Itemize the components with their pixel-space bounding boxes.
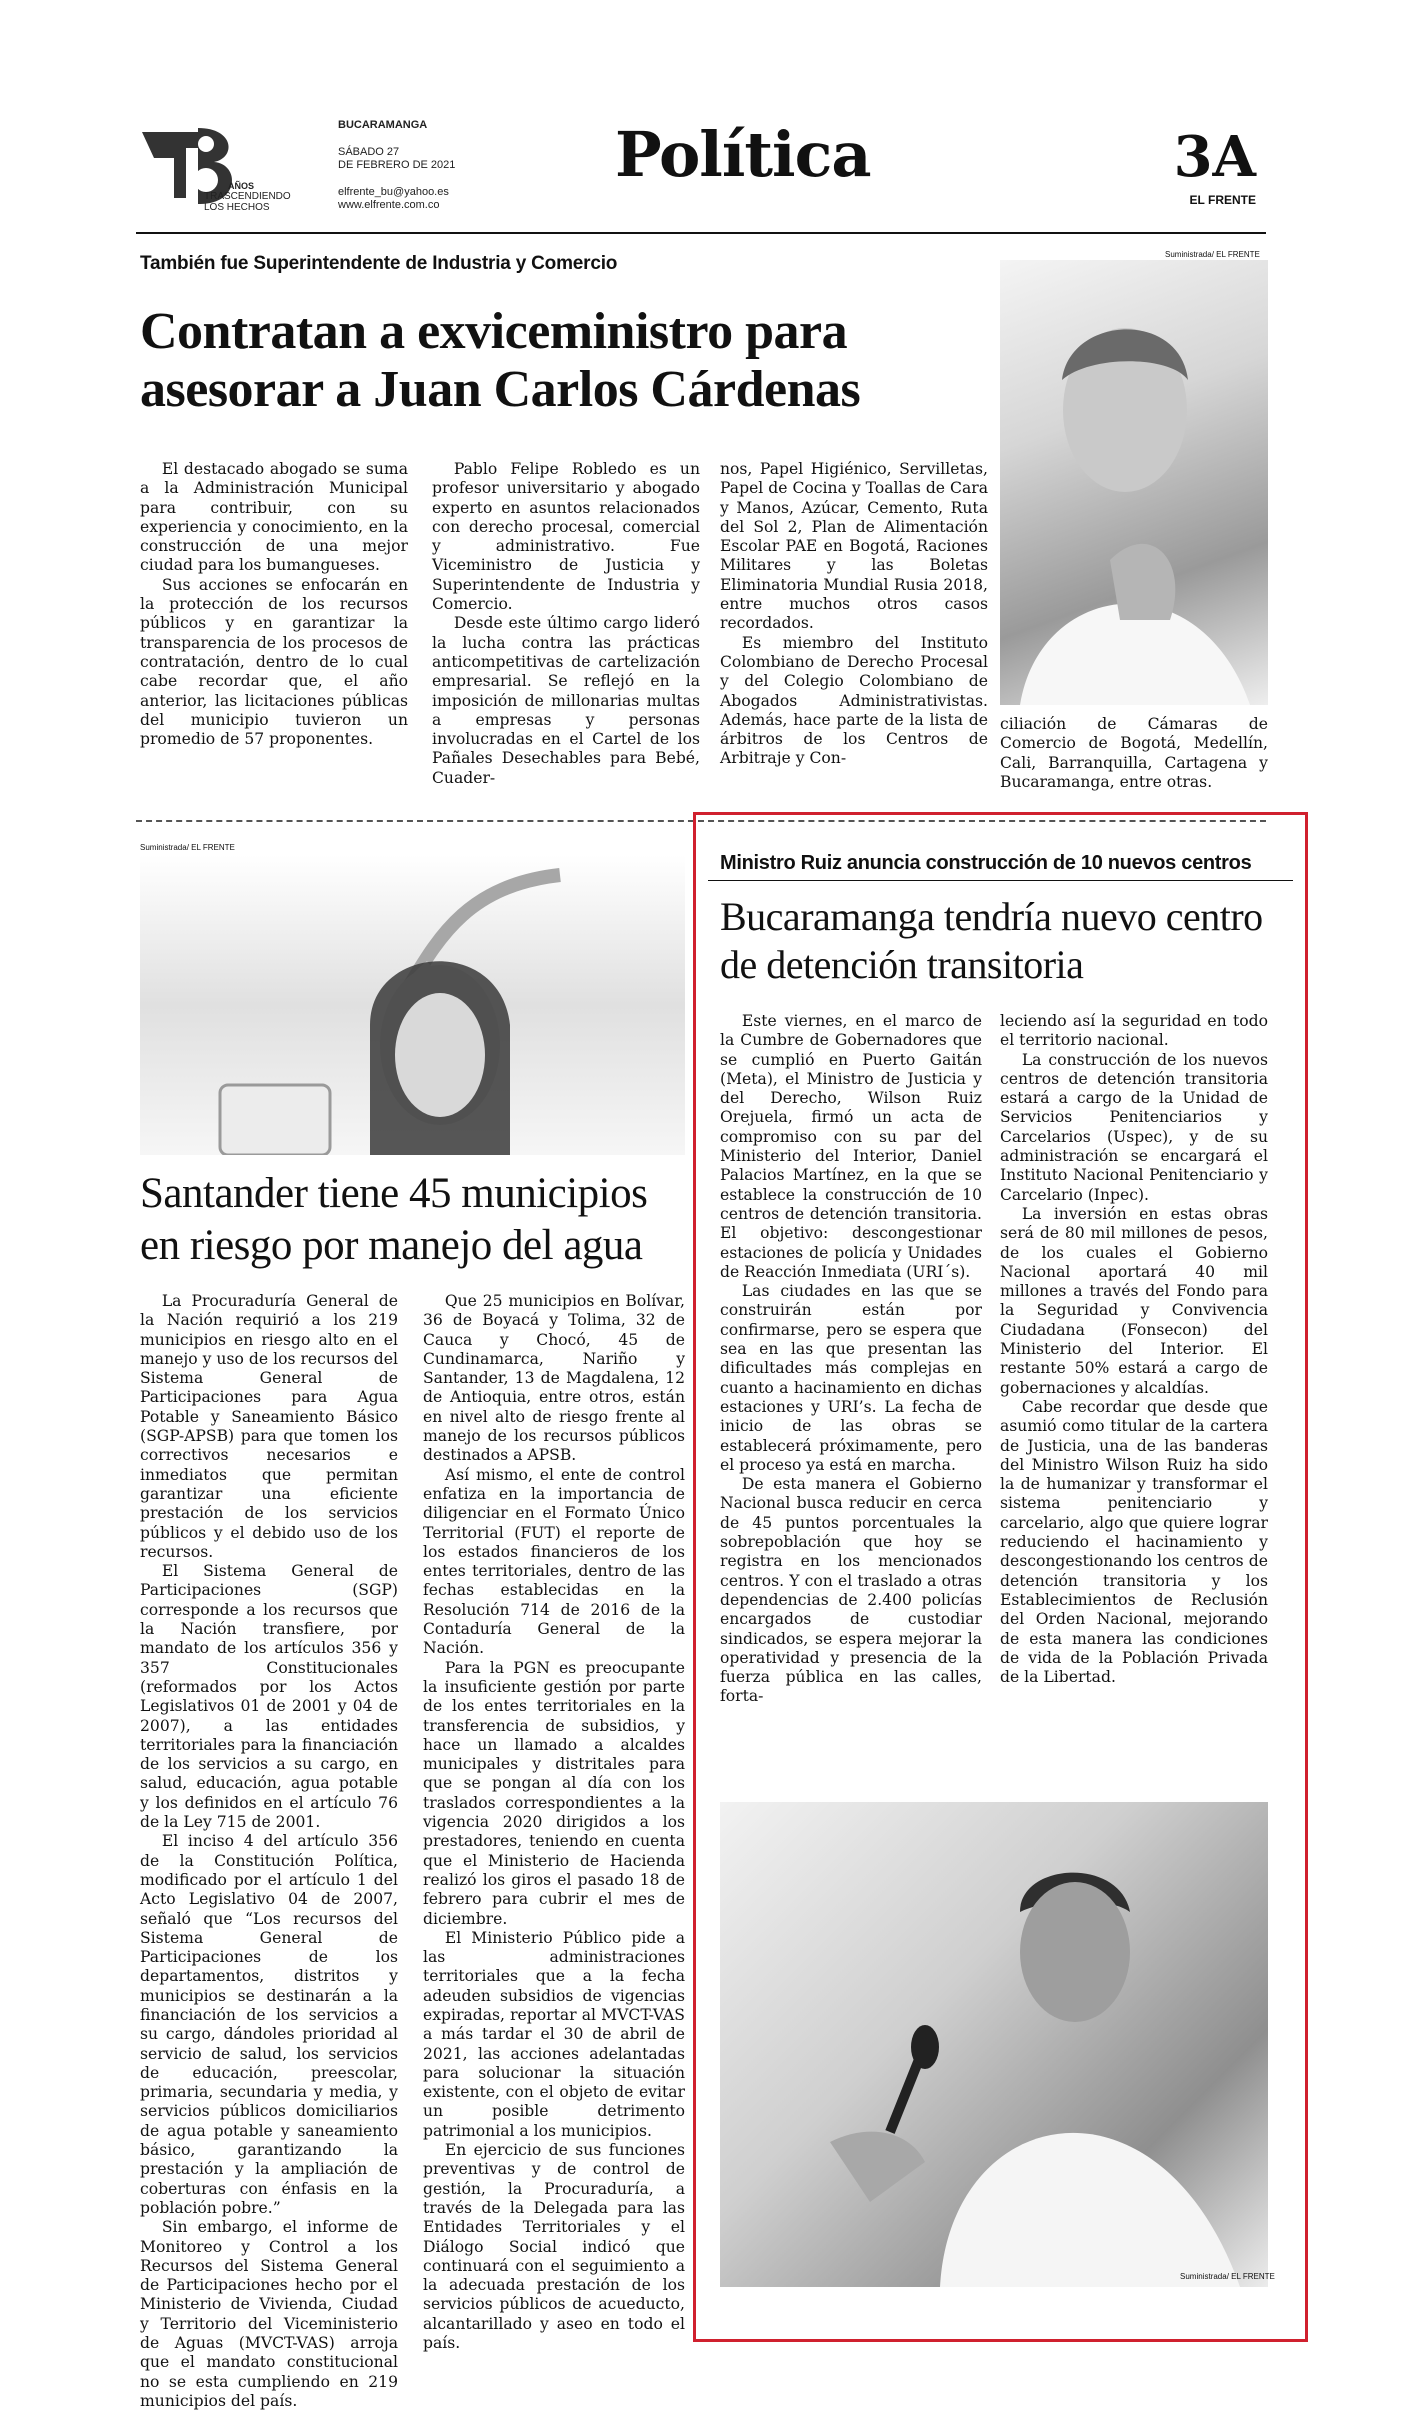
article3-photo-credit: Suministrada/ EL FRENTE <box>1180 2272 1275 2281</box>
article1-col4 <box>1000 715 1268 792</box>
logo-slogan: TRASCENDIENDO LOS HECHOS <box>204 191 291 213</box>
article3-photo <box>720 1802 1268 2287</box>
paragraph: Este viernes, en el marco de la Cumbre de Gobernadores que se cumplió en Puerto Gaitán (Meta), el Ministro de Justicia y del Derecho, Wilson Ruiz Orejuela, firmó un acta de compromiso con su par del Ministerio del Interior, Daniel Palacios Martínez, en la que se establece la construcción de 10 centros de detención transitoria. El objetivo: descongestionar estaciones de policía y Unidades de Reacción Inmediata (URI´s). <box>720 1012 982 1281</box>
paragraph: ciliación de Cámaras de Comercio de Bogotá, Medellín, Cali, Barranquilla, Cartagena y Bucaramanga, entre otras. <box>1000 715 1268 791</box>
article2-col2 <box>423 1292 685 2353</box>
article2-col1 <box>140 1292 398 2411</box>
paragraph: El Sistema General de Participaciones (SGP) corresponde a los recursos que la Nación transfiere, por mandato de los artículos 356 y 357 Constitucionales (reformados por los Actos Legislativos 01 de 2001 y 04 de 2007), a las entidades territoriales para la financiación de los servicios a su cargo, en salud, educación, agua potable y los definidos en el artículo 76 de la Ley 715 de 2001. <box>140 1562 398 1832</box>
website: www.elfrente.com.co <box>338 199 440 211</box>
date-line-2: DE FEBRERO DE 2021 <box>338 159 456 171</box>
article3-headline: Bucaramanga tendría nuevo centro de detención transitoria <box>720 894 1263 987</box>
article1-kicker: También fue Superintendente de Industria y Comercio <box>140 253 618 274</box>
paragraph: Cabe recordar que desde que asumió como titular de la cartera de Justicia, una de las banderas del Ministro Wilson Ruiz ha sido la de humanizar y transformar el sistema penitenciario y carcelario, algo que quiere lograr reduciendo el hacinamiento y descongestionando los centros de detención transitoria y los Establecimientos de Reclusión del Orden Nacional, mejorando de esta manera las condiciones de vida de la Población Privada de la Libertad. <box>1000 1397 1268 1687</box>
paragraph: De esta manera el Gobierno Nacional busca reducir en cerca de 45 puntos porcentuales la sobrepoblación que hoy se registra en los mencionados centros. Y con el traslado a otras dependencias de 2.400 policías encargados de custodiar sindicados, se espera mejorar la operatividad y presencia de la fuerza pública en las calles, forta- <box>720 1475 982 1706</box>
article1-photo-credit: Suministrada/ EL FRENTE <box>1165 250 1260 259</box>
article3-col2 <box>1000 1012 1268 1687</box>
girl-drinking-water-icon <box>140 855 685 1155</box>
article3-col1 <box>720 1012 982 1707</box>
section-title: Política <box>615 118 871 191</box>
paragraph: Sin embargo, el informe de Monitoreo y Control a los Recursos del Sistema General de Participaciones hecho por el Ministerio de Vivienda, Ciudad y Territorio del Viceministerio de Aguas (MVCT-VAS) arroja que el mandato constitucional no se esta cumpliendo en 219 municipios del país. <box>140 2218 398 2410</box>
date-line-1: SÁBADO 27 <box>338 146 400 158</box>
paper-name: EL FRENTE <box>1189 193 1256 207</box>
minister-with-microphone-icon <box>720 1802 1268 2287</box>
article1-photo <box>1000 260 1268 705</box>
article1-headline: Contratan a exviceministro para asesorar a Juan Carlos Cárdenas <box>140 303 861 419</box>
paragraph: Que 25 municipios en Bolívar, 36 de Boyacá y Tolima, 32 de Cauca y Chocó, 45 de Cundinamarca, Nariño y Santander, 13 de Magdalena, 12 de Antioquia, entre otros, están en nivel alto de riesgo frente al manejo de los recursos públicos destinados a APSB. <box>423 1292 685 1465</box>
article1-col3 <box>720 460 988 769</box>
city-label: BUCARAMANGA <box>338 119 428 131</box>
paragraph: En ejercicio de sus funciones preventivas y de control de gestión, la Procuraduría, a través de la Delegada para las Entidades Territoriales y el Diálogo Social indicó que continuará con el seguimiento a la adecuada prestación de los servicios públicos de acueducto, alcantarillado y aseo en todo el país. <box>423 2141 685 2353</box>
logo-small-text: AÑOS <box>228 181 255 191</box>
paragraph: leciendo así la seguridad en todo el territorio nacional. <box>1000 1012 1268 1050</box>
paragraph: Pablo Felipe Robledo es un profesor universitario y abogado experto en asuntos relacionados con derecho procesal, comercial y administrativo. Fue Viceministro de Justicia y Superintendente de Industria y Comercio. <box>432 460 700 614</box>
paragraph: Es miembro del Instituto Colombiano de Derecho Procesal y del Colegio Colombiano de Abogados Administrativistas. Además, hace parte de la lista de árbitros de los Centros de Arbitraje y Con- <box>720 633 988 768</box>
paragraph: El inciso 4 del artículo 356 de la Constitución Política, modificado por el artículo 1 del Acto Legislativo 04 de 2007, señaló que “Los recursos del Sistema General de Participaciones de los departamentos, distritos y municipios se destinarán a la financiación de los servicios a su cargo, dándoles prioridad al servicio de salud, los servicios de educación, preescolar, primaria, secundaria y media, y servicios públicos domiciliarios de agua potable y saneamiento básico, garantizando la prestación y la ampliación de coberturas con énfasis en la población pobre.” <box>140 1832 398 2217</box>
paragraph: Así mismo, el ente de control enfatiza en la importancia de diligenciar en el Formato Único Territorial (FUT) el reporte de los estados financieros de los entes territoriales, dentro de las fechas establecidas en la Resolución 714 de 2016 de la Contaduría General de la Nación. <box>423 1465 685 1658</box>
masthead-rule <box>136 232 1266 234</box>
article2-photo <box>140 855 685 1155</box>
paragraph: La inversión en estas obras será de 80 mil millones de pesos, de los cuales el Gobierno Nacional aportará 40 mil millones a través del Fondo para la Seguridad y Convivencia Ciudadana (Fonsecon) del Ministerio del Interior. El restante 50% estará a cargo de gobernaciones y alcaldías. <box>1000 1204 1268 1397</box>
paragraph: El Ministerio Público pide a las administraciones territoriales que a la fecha adeuden subsidios de vigencias expiradas, reportar al MVCT-VAS a más tardar el 30 de abril de 2021, las acciones adelantadas para solucionar la situación existente, con el objeto de evitar un posible detrimento patrimonial a los municipios. <box>423 1928 685 2140</box>
article2-headline: Santander tiene 45 municipios en riesgo por manejo del agua <box>140 1170 648 1269</box>
paragraph: Desde este último cargo lideró la lucha contra las prácticas anticompetitivas de cartelización empresarial. Se reflejó en la imposición de millonarias multas a empresas y personas involucradas en el Cartel de los Pañales Desechables para Bebé, Cuader- <box>432 614 700 787</box>
article1-col1 <box>140 460 408 749</box>
article3-rule <box>708 880 1293 881</box>
paragraph: Para la PGN es preocupante la insuficiente gestión por parte de los entes territoriales en la transferencia de subsidios, y hace un llamado a alcaldes municipales y distritales para que se pongan al día con los traslados correspondientes a la vigencia 2020 dirigidos a los prestadores, teniendo en cuenta que el Ministerio de Hacienda realizó los giros el pasado 18 de febrero para cubrir el mes de diciembre. <box>423 1658 685 1928</box>
paragraph: La construcción de los nuevos centros de detención transitoria estará a cargo de la Unidad de Servicios Penitenciarios y Carcelarios (Uspec), y de su administración se encargará el Instituto Nacional Penitenciario y Carcelario (Inpec). <box>1000 1050 1268 1204</box>
paragraph: El destacado abogado se suma a la Administración Municipal para contribuir, con su experiencia y conocimiento, en la construcción de una mejor ciudad para los bumangueses. <box>140 460 408 575</box>
paragraph: Sus acciones se enfocarán en la protección de los recursos públicos y en garantizar la transparencia de los procesos de contratación, dentro de lo cual cabe recordar que, el año anterior, las licitaciones públicas del municipio tuvieron un promedio de 57 proponentes. <box>140 575 408 749</box>
person-portrait-icon <box>1000 260 1268 705</box>
paragraph: La Procuraduría General de la Nación requirió a los 219 municipios en riesgo alto en el manejo y uso de los recursos del Sistema General de Participaciones para Agua Potable y Saneamiento Básico (SGP-APSB) para que tomen los correctivos necesarios e inmediatos que permitan garantizar una eficiente prestación de los servicios públicos y el debido uso de los recursos. <box>140 1292 398 1561</box>
paragraph: nos, Papel Higiénico, Servilletas, Papel de Cocina y Toallas de Cara y Manos, Azúcar, Cemento, Ruta del Sol 2, Plan de Alimentación Escolar PAE en Bogotá, Raciones Militares y las Boletas Eliminatoria Mundial Rusia 2018, entre muchos otros casos recordados. <box>720 460 988 633</box>
page-number: 3A <box>1173 124 1256 190</box>
contact-email: elfrente_bu@yahoo.es <box>338 186 449 198</box>
article3-kicker: Ministro Ruiz anuncia construcción de 10 nuevos centros <box>720 852 1252 874</box>
paragraph: Las ciudades en las que se construirán están por confirmarse, pero se espera que sea en las que presentan las dificultades más complejas en cuanto a hacinamiento en dichas estaciones y URI’s. La fecha de inicio de las obras se establecerá próximamente, pero el proceso ya está en marcha. <box>720 1282 982 1474</box>
article1-col2 <box>432 460 700 788</box>
article2-photo-credit: Suministrada/ EL FRENTE <box>140 843 235 852</box>
